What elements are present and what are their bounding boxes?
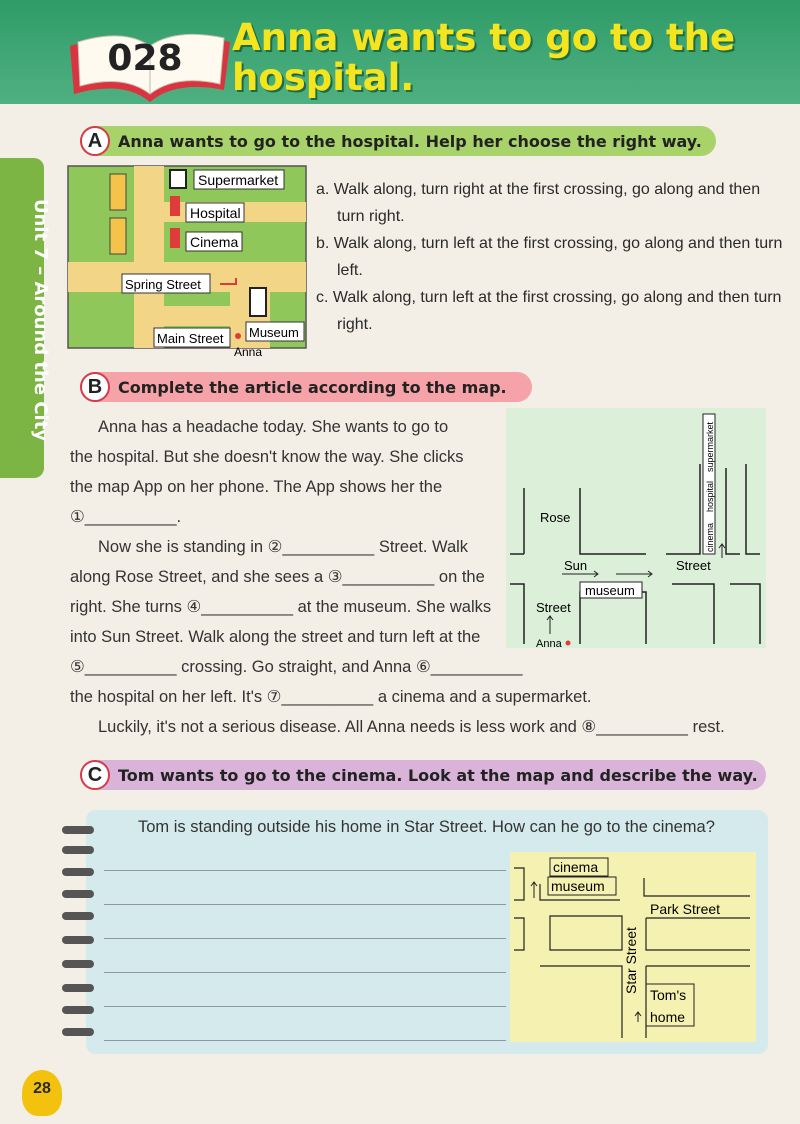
map-b-label-street-right: Street [676,558,711,573]
lesson-number: 028 [107,38,183,79]
binder-ring [62,826,94,834]
map-c-label-cinema: cinema [553,859,599,875]
section-c-header [80,760,766,790]
page-number: 28 [33,1080,51,1097]
article-line-7[interactable]: right. She turns ④__________ at the museum. She walks [70,598,492,616]
section-a-map [68,166,306,359]
map-b-label-hospital: hospital [705,480,715,512]
binder-ring [62,890,94,898]
map-c-label-star-street: Star Street [623,927,639,994]
article-line-4[interactable]: ①__________. [70,508,182,526]
article-line-10[interactable]: the hospital on her left. It's ⑦__________ a cinema and a supermarket. [70,688,592,706]
map-b-label-sun: Sun [564,558,588,573]
section-a-header [80,126,716,156]
section-a-letter: A [80,126,110,156]
article-line-8: into Sun Street. Walk along the street and turn left at the [70,628,481,646]
section-b-letter: B [80,372,110,402]
map-a-label-supermarket [194,170,284,189]
article-line-1: Anna has a headache today. She wants to go to [98,418,449,436]
map-a-label-anna: Anna [234,345,263,359]
map-a-label-spring-street-text: Spring Street [125,277,201,292]
section-b-map [506,408,766,648]
section-c-prompt: Tom is standing outside his home in Star Street. How can he go to the cinema? [138,818,715,836]
answer-line[interactable] [104,904,506,905]
map-a-label-hospital-text: Hospital [190,205,241,221]
binder-ring [62,846,94,854]
article-line-6[interactable]: along Rose Street, and she sees a ③__________ on the [70,568,485,586]
map-c-label-home: home [650,1009,686,1025]
answer-line[interactable] [104,972,506,973]
map-a-label-hospital [186,203,244,222]
section-c-instruction: Tom wants to go to the cinema. Look at the map and describe the way. [118,765,758,785]
map-c-label-park-street: Park Street [650,901,721,917]
option-b[interactable]: b. Walk along, turn left at the first crossing, go along and then turn left. [316,235,783,279]
article-line-3: the map App on her phone. The App shows her the [70,478,443,496]
article-line-2: the hospital. But she doesn't know the way. She clicks [70,448,464,466]
option-a[interactable]: a. Walk along, turn right at the first crossing, go along and then turn right. [316,181,761,225]
binder-ring [62,1006,94,1014]
binder-ring [62,984,94,992]
map-b-label-supermarket: supermarket [705,421,715,472]
page-title: Anna wants to go to the hospital. [232,16,736,99]
map-a-label-cinema [186,232,242,251]
map-b-label-cinema: cinema [705,522,715,552]
section-c-map [510,852,756,1042]
map-c-label-museum: museum [551,878,605,894]
map-a-label-spring-street [122,274,210,293]
map-a-label-supermarket-text: Supermarket [198,172,279,188]
map-a-label-cinema-text: Cinema [190,234,239,250]
section-c-letter: C [80,760,110,790]
map-b-label-museum: museum [585,583,635,598]
article-line-9[interactable]: ⑤__________ crossing. Go straight, and Anna ⑥__________ [70,658,523,676]
answer-line[interactable] [104,1040,506,1041]
map-b-label-street-left: Street [536,600,571,615]
map-b-label-anna: Anna [536,638,562,650]
section-b-header [80,372,532,402]
section-a-options [316,176,786,338]
map-c-label-toms: Tom's [650,987,687,1003]
answer-line[interactable] [104,938,506,939]
unit-side-tab-label: Unit 7 – Around the City [30,198,51,442]
map-a-label-main-street-text: Main Street [157,331,224,346]
section-a-instruction: Anna wants to go to the hospital. Help her choose the right way. [118,131,702,151]
map-a-label-main-street [154,328,230,347]
binder-ring [62,936,94,944]
binder-ring [62,960,94,968]
answer-line[interactable] [104,870,506,871]
binder-ring [62,1028,94,1036]
article-line-11[interactable]: Luckily, it's not a serious disease. All Anna needs is less work and ⑧__________ rest. [98,718,725,736]
map-a-label-museum [246,322,304,341]
answer-line[interactable] [104,1006,506,1007]
article-line-5[interactable]: Now she is standing in ②__________ Street. Walk [98,538,469,556]
map-a-label-museum-text: Museum [249,325,299,340]
map-b-label-rose: Rose [540,510,571,525]
option-c[interactable]: c. Walk along, turn left at the first crossing, go along and then turn right. [316,289,782,333]
binder-ring [62,912,94,920]
section-b-instruction: Complete the article according to the map. [118,377,507,397]
binder-ring [62,868,94,876]
